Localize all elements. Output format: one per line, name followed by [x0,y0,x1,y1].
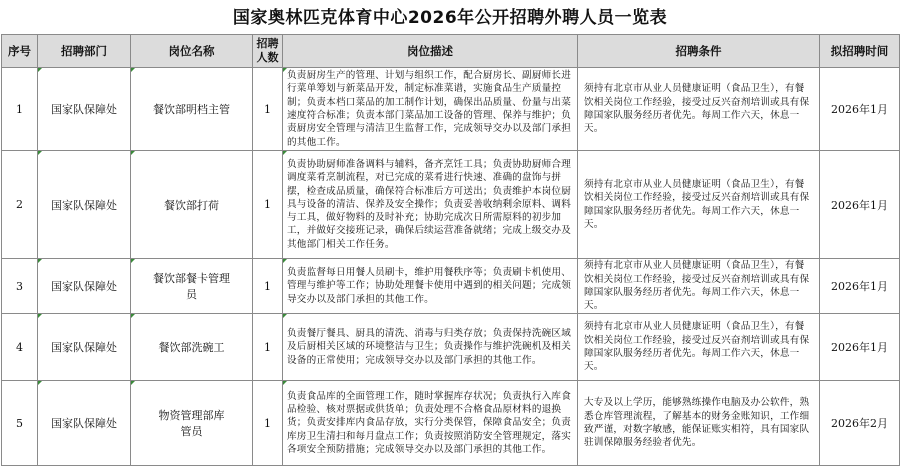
header-desc: 岗位描述 [283,35,578,68]
cell-dept: 国家队保障处 [38,314,131,381]
cell-dept: 国家队保障处 [38,381,131,466]
cell-cond: 须持有北京市从业人员健康证明（食品卫生），有餐饮相关岗位工作经验，接受过反兴奋剂培训或具有保障国家队服务经历者优先。每周工作六天，休息一天。 [578,314,820,381]
header-row [2,35,900,68]
header-seq: 序号 [2,35,38,68]
cell-seq: 1 [2,68,38,151]
cell-desc: 负责厨房生产的管理、计划与组织工作，配合厨房长、副厨师长进行菜单筹划与新菜品开发，制定标准菜谱，实施食品生产质量控制；负责本档口菜品的加工制作计划，确保出品质量、份量与出菜速度符合标准；负责本部门菜品加工设备的管理、保养与维护；负责厨房安全管理与清洁卫生监督工作，完成领导交办以及部门承担的其他工作。 [283,68,578,151]
cell-count: 1 [253,259,283,314]
cell-desc: 负责食品库的全面管理工作，随时掌握库存状况；负责执行入库食品检验、核对票据或供货单；负责处理不合格食品原材料的退换货；负责安排库内食品存放，实行分类保管，保障食品安全；负责库房卫生清扫和每月盘点工作；负责按照消防安全管理规定，落实各项安全预防措施；完成领导交办以及部门承担的其他工作。 [283,381,578,466]
header-cond: 招聘条件 [578,35,820,68]
cell-count: 1 [253,381,283,466]
cell-desc: 负责协助厨师准备调料与辅料，备齐烹饪工具；负责协助厨师合理调度菜肴烹制流程，对已完成的菜肴进行快速、准确的盘饰与拼摆，检查成品质量，确保符合标准后方可送出；负责维护本岗位厨具与设备的清洁、保养及安全操作；负责妥善收纳剩余原料、调料与工具，做好物料的及时补充；协助完成次日所需原料的初步加工，并做好交接班记录，确保后续运营准备就绪；完成上级交办及其他部门相关工作任务。 [283,151,578,259]
cell-position: 餐饮部明档主管 [131,68,253,151]
table-row [2,259,900,314]
cell-cond: 须持有北京市从业人员健康证明（食品卫生），有餐饮相关岗位工作经验，接受过反兴奋剂培训或具有保障国家队服务经历者优先。每周工作六天，休息一天。 [578,259,820,314]
cell-seq: 4 [2,314,38,381]
cell-dept: 国家队保障处 [38,259,131,314]
cell-seq: 2 [2,151,38,259]
cell-cond: 须持有北京市从业人员健康证明（食品卫生），有餐饮相关岗位工作经验，接受过反兴奋剂培训或具有保障国家队服务经历者优先。每周工作六天，休息一天。 [578,151,820,259]
cell-time: 2026年1月 [820,151,900,259]
cell-seq: 5 [2,381,38,466]
cell-seq: 3 [2,259,38,314]
cell-count: 1 [253,68,283,151]
table-row [2,68,900,151]
page-title: 国家奥林匹克体育中心2026年公开招聘外聘人员一览表 [232,8,668,28]
header-position: 岗位名称 [131,35,253,68]
table-row [2,381,900,466]
cell-cond: 须持有北京市从业人员健康证明（食品卫生），有餐饮相关岗位工作经验，接受过反兴奋剂培训或具有保障国家队服务经历者优先。每周工作六天，休息一天。 [578,68,820,151]
cell-time: 2026年1月 [820,68,900,151]
cell-desc: 负责监督每日用餐人员刷卡，维护用餐秩序等；负责刷卡机使用、管理与维护等工作；协助处理餐卡使用中遇到的相关问题；完成领导交办以及部门承担的其他工作。 [283,259,578,314]
cell-time: 2026年1月 [820,259,900,314]
cell-position: 餐饮部餐卡管理员 [131,259,253,314]
cell-time: 2026年1月 [820,314,900,381]
header-count: 招聘人数 [253,35,283,68]
header-time: 拟招聘时间 [820,35,900,68]
cell-count: 1 [253,151,283,259]
table-row [2,151,900,259]
cell-position: 餐饮部洗碗工 [131,314,253,381]
recruitment-table [1,34,900,466]
cell-cond: 大专及以上学历，能够熟练操作电脑及办公软件，熟悉仓库管理流程，了解基本的财务金账知识，工作细致严谨，对数字敏感，能保证账实相符，具有国家队驻训保障服务经验者优先。 [578,381,820,466]
header-dept: 招聘部门 [38,35,131,68]
cell-dept: 国家队保障处 [38,151,131,259]
cell-desc: 负责餐厅餐具、厨具的清洗、消毒与归类存放；负责保持洗碗区域及后厨相关区域的环境整洁与卫生；负责操作与维护洗碗机及相关设备的正常使用；完成领导交办以及部门承担的其他工作。 [283,314,578,381]
cell-dept: 国家队保障处 [38,68,131,151]
cell-time: 2026年2月 [820,381,900,466]
cell-position: 物资管理部库管员 [131,381,253,466]
cell-count: 1 [253,314,283,381]
cell-position: 餐饮部打荷 [131,151,253,259]
table-row [2,314,900,381]
